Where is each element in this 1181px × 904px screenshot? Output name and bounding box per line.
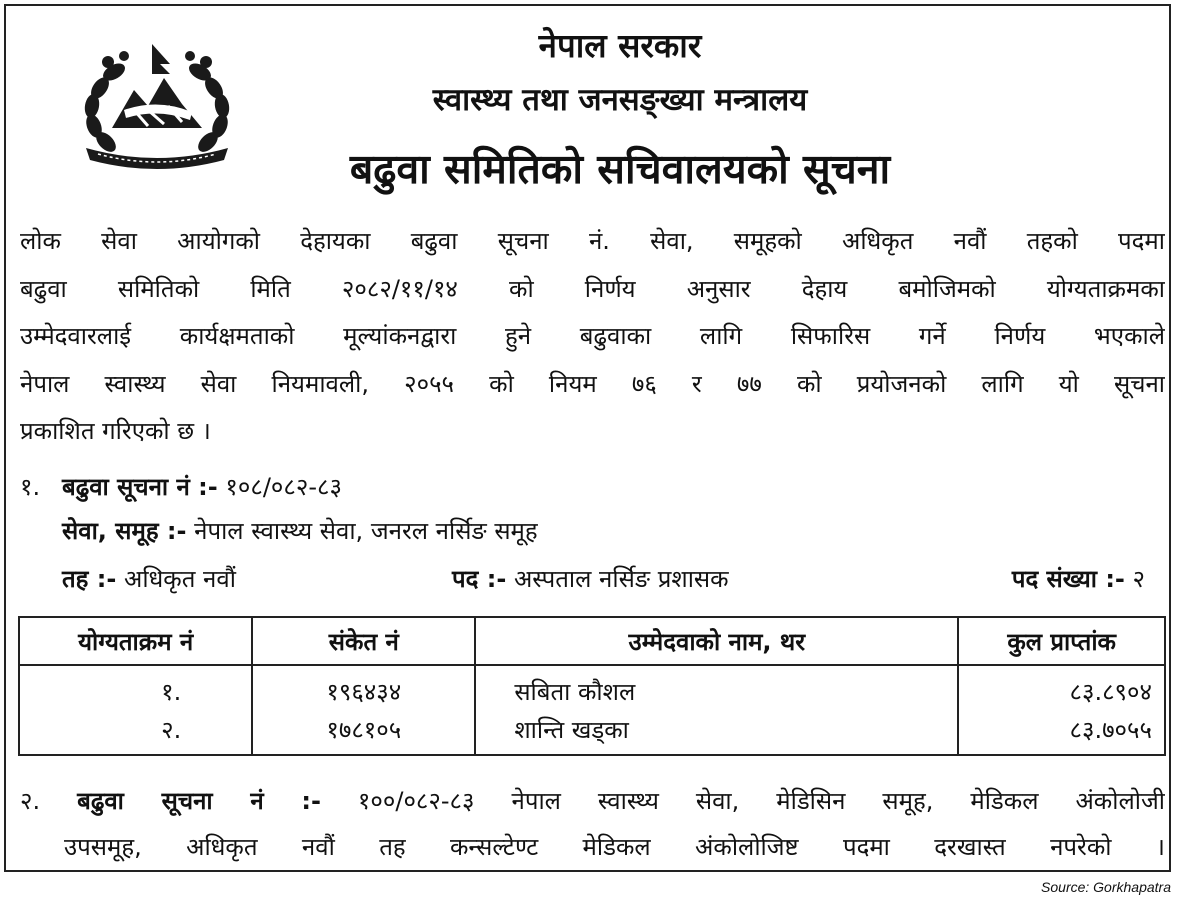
section1-index: १.: [20, 473, 41, 501]
intro-line: प्रकाशित गरिएको छ ।: [20, 417, 211, 445]
header-merit-number: योग्यताक्रम नं: [19, 617, 252, 665]
post-count-value: २: [1132, 565, 1145, 593]
section2-line: [20, 778, 1165, 824]
post-count-label: पद संख्या :-: [1011, 565, 1125, 593]
table-row: [19, 710, 1165, 755]
code-number: १९६४३४: [252, 665, 475, 710]
merit-number: १.: [19, 665, 252, 710]
level-value: अधिकृत नवौं: [123, 565, 236, 593]
merit-list-table: [18, 616, 1166, 756]
candidate-name: शान्ति खड्का: [475, 710, 958, 755]
section1-notice-line: [62, 470, 342, 504]
header-ministry: स्वास्थ्य तथा जनसङ्ख्या मन्त्रालय: [432, 82, 808, 118]
post-count-row: [1012, 562, 1145, 596]
level-label: तह :-: [62, 565, 117, 593]
section2-line-text: १००/०८२-८३ नेपाल स्वास्थ्य सेवा, मेडिसिन समूह, मेडिकल अंकोलोजी: [357, 787, 1165, 815]
section2-index: २.: [20, 787, 41, 815]
source-credit: Source: Gorkhapatra: [1041, 879, 1171, 895]
section1-notice-number: १०८/०८२-८३: [225, 473, 342, 501]
header-candidate-name: उम्मेदवाको नाम, थर: [475, 617, 958, 665]
service-value: नेपाल स्वास्थ्य सेवा, जनरल नर्सिङ समूह: [194, 517, 538, 545]
header-notice-title: बढुवा समितिको सचिवालयको सूचना: [349, 145, 891, 193]
header-government: नेपाल सरकार: [538, 26, 702, 65]
level-row: [62, 562, 236, 596]
header-total-marks: कुल प्राप्तांक: [958, 617, 1165, 665]
table-header-row: [19, 617, 1165, 665]
post-label: पद :-: [452, 565, 507, 593]
merit-number: २.: [19, 710, 252, 755]
section2-line: उपसमूह, अधिकृत नवौं तह कन्सल्टेण्ट मेडिकल अंकोलोजिष्ट पदमा दरखास्त नपरेको ।: [64, 833, 1165, 861]
post-value: अस्पताल नर्सिङ प्रशासक: [513, 565, 729, 593]
code-number: १७८१०५: [252, 710, 475, 755]
section1-notice-label: बढुवा सूचना नं :-: [62, 473, 218, 501]
header-code-number: संकेत नं: [252, 617, 475, 665]
section2-notice-label: बढुवा सूचना नं :-: [77, 787, 321, 815]
table-row: [19, 665, 1165, 710]
intro-line: लोक सेवा आयोगको देहायका बढुवा सूचना नं. सेवा, समूहको अधिकृत नवौं तहको पदमा: [20, 227, 1165, 255]
section2-paragraph: [20, 778, 1165, 870]
total-marks: ८३.७०५५: [958, 710, 1165, 755]
service-label: सेवा, समूह :-: [62, 517, 187, 545]
service-group-row: [62, 514, 538, 548]
total-marks: ८३.८९०४: [958, 665, 1165, 710]
intro-line: नेपाल स्वास्थ्य सेवा नियमावली, २०५५ को नियम ७६ र ७७ को प्रयोजनको लागि यो सूचना: [20, 369, 1165, 398]
intro-line: उम्मेदवारलाई कार्यक्षमताको मूल्यांकनद्वारा हुने बढुवाका लागि सिफारिस गर्ने निर्णय भएकाले: [20, 322, 1165, 350]
nepal-government-emblem-icon: [78, 40, 236, 170]
intro-paragraph: [20, 218, 1165, 456]
intro-line: बढुवा समितिको मिति २०८२/११/१४ को निर्णय अनुसार देहाय बमोजिमको योग्यताक्रमका: [20, 274, 1165, 303]
post-row: [452, 562, 729, 596]
candidate-name: सबिता कौशल: [475, 665, 958, 710]
